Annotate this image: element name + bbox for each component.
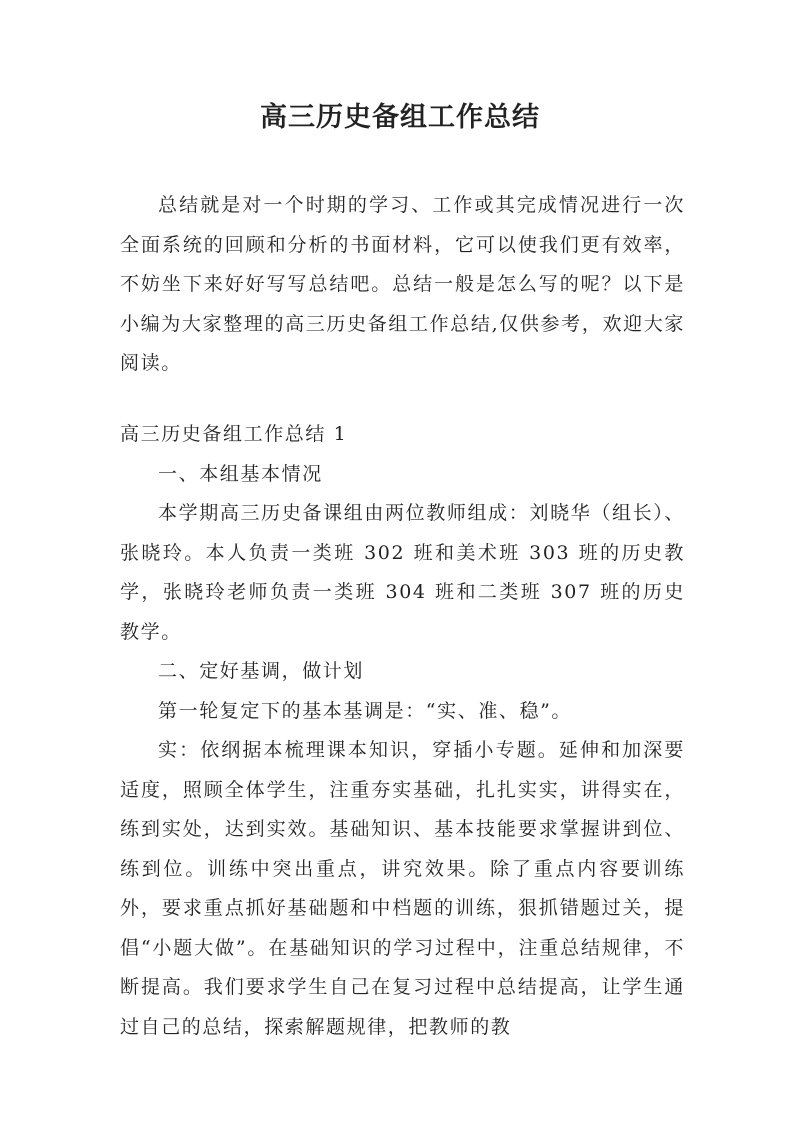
paragraph-heading-1: 一、本组基本情况 [158, 462, 323, 485]
paragraph-heading-2: 二、定好基调，做计划 [158, 660, 365, 682]
intro-paragraph: 总结就是对一个时期的学习、工作或其完成情况进行一次全面系统的回顾和分析的书面材料，它可以使我们更有效率，不妨坐下来好好写写总结吧。总结一般是怎么写的呢？以下是小编为大家整理的高三历史备组工作总结,仅供参考，欢迎大家阅读。 [120, 194, 685, 374]
paragraph: 本学期高三历史备课组由两位教师组成：刘晓华（组长）、张晓玲。本人负责一类班 302 班和美术班 303 班的历史教学，张晓玲老师负责一类班 304 班和二类班 307 班的历史教学。 [120, 502, 685, 643]
document-title: 高三历史备组工作总结 [260, 102, 540, 133]
paragraph: 实：依纲据本梳理课本知识，穿插小专题。延伸和加深要适度，照顾全体学生，注重夯实基础，扎扎实实，讲得实在，练到实处，达到实效。基础知识、基本技能要求掌握讲到位、练到位。训练中突出重点，讲究效果。除了重点内容要训练外，要求重点抓好基础题和中档题的训练，狠抓错题过关，提倡“小题大做”。在基础知识的学习过程中，注重总结规律，不断提高。我们要求学生自己在复习过程中总结提高，让学生通过自己的总结，探索解题规律，把教师的教 [120, 739, 685, 1038]
section-block [120, 415, 685, 1047]
intro-block [120, 186, 685, 384]
paragraph: 第一轮复定下的基本基调是：“实、准、稳”。 [158, 699, 573, 722]
section-title: 高三历史备组工作总结 1 [120, 423, 348, 445]
